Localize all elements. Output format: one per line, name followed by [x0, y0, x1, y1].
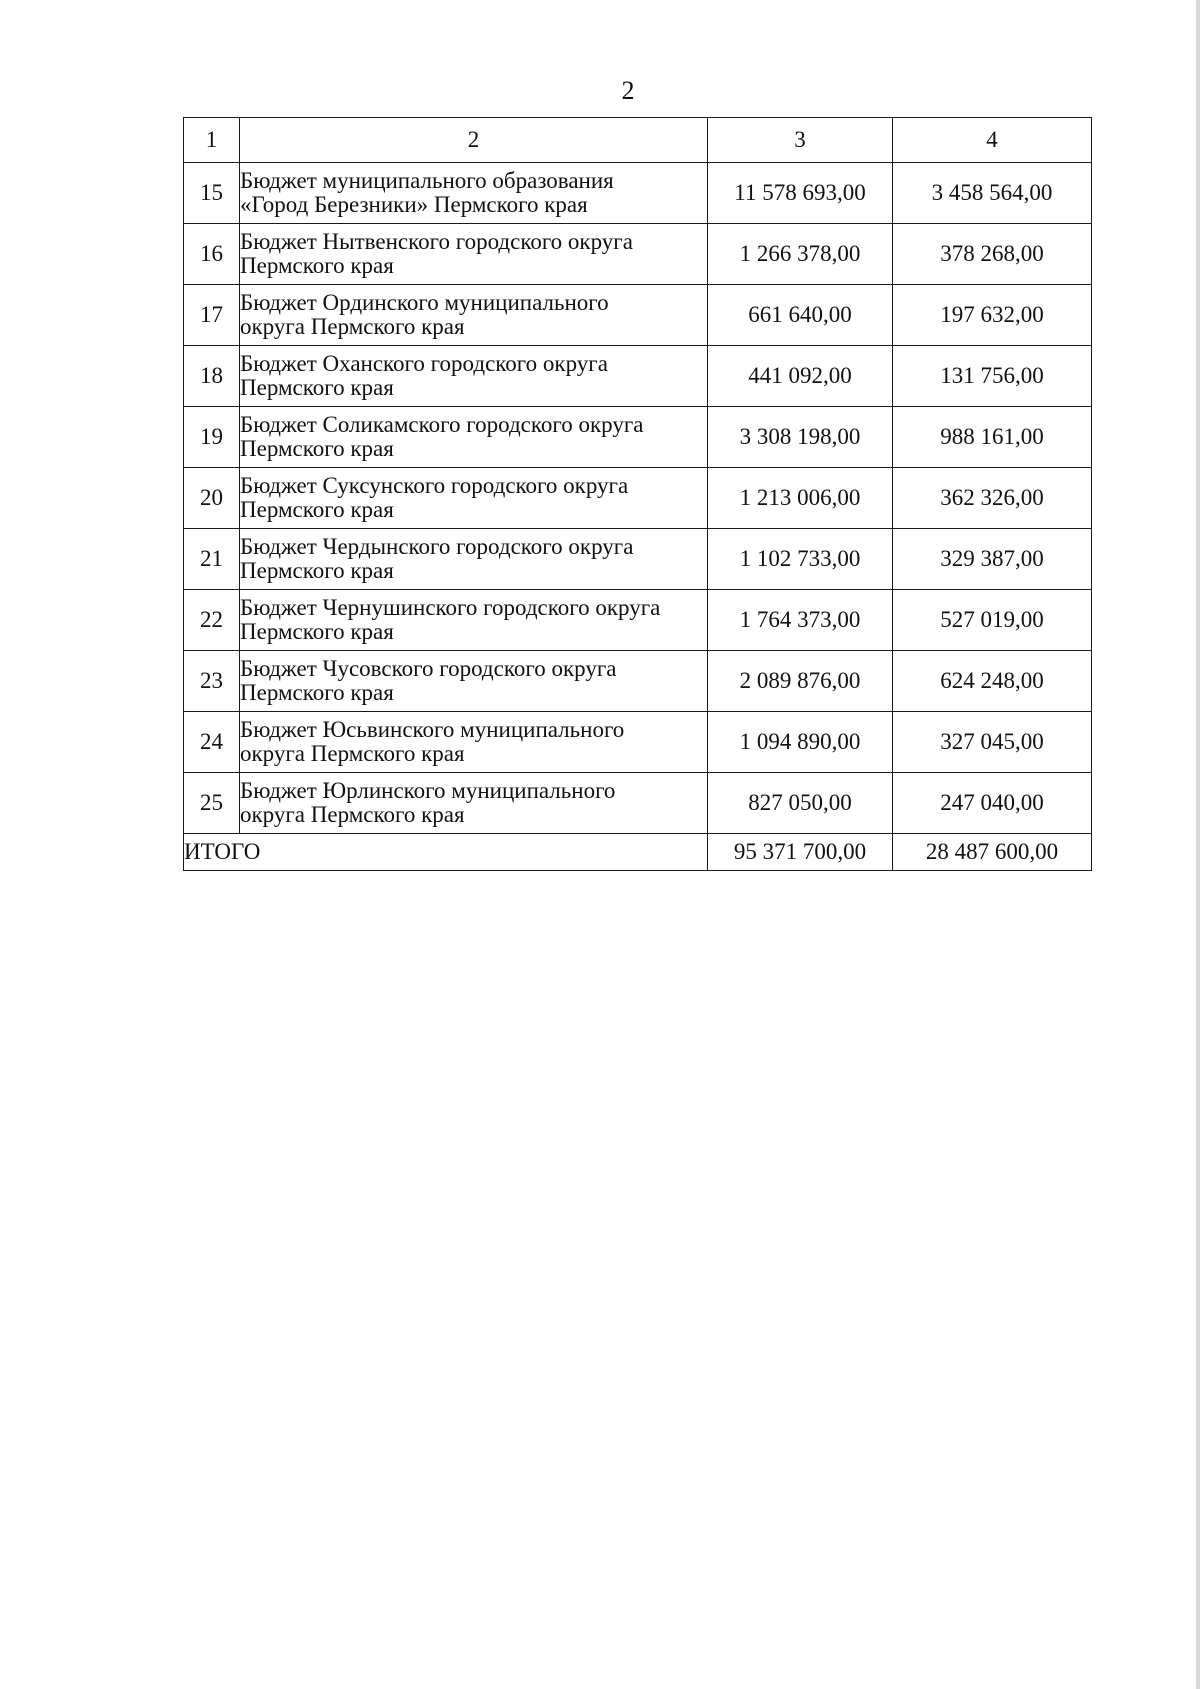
total-col3: 95 371 700,00: [708, 834, 893, 871]
table-row: [184, 346, 1092, 407]
table-header-row: [184, 118, 1092, 163]
row-number: 19: [184, 407, 240, 468]
row-number: 16: [184, 224, 240, 285]
table-row: [184, 651, 1092, 712]
header-cell-2: 2: [240, 118, 708, 163]
table-row: [184, 407, 1092, 468]
amount-col4: 131 756,00: [893, 346, 1092, 407]
budget-name: [240, 529, 708, 590]
amount-col4: 329 387,00: [893, 529, 1092, 590]
table-body: [184, 118, 1092, 871]
amount-col4: 624 248,00: [893, 651, 1092, 712]
budget-name-line: Бюджет Юсьвинского муниципального: [240, 717, 625, 742]
total-row: [184, 834, 1092, 871]
amount-col4: 362 326,00: [893, 468, 1092, 529]
table-row: [184, 468, 1092, 529]
budget-name-line: Бюджет Суксунского городского округа: [240, 473, 629, 498]
amount-col3: 11 578 693,00: [708, 163, 893, 224]
row-number: 22: [184, 590, 240, 651]
budget-name-line: Бюджет Чердынского городского округа: [240, 534, 634, 559]
amount-col3: 3 308 198,00: [708, 407, 893, 468]
budget-name-line: Бюджет Оханского городского округа: [240, 351, 608, 376]
amount-col4: 247 040,00: [893, 773, 1092, 834]
budget-name: [240, 346, 708, 407]
budget-name: [240, 590, 708, 651]
budget-name: [240, 468, 708, 529]
budget-name-line: Бюджет муниципального образования: [240, 168, 614, 193]
amount-col3: 2 089 876,00: [708, 651, 893, 712]
budget-name-line: Бюджет Чернушинского городского округа: [240, 595, 661, 620]
amount-col4: 327 045,00: [893, 712, 1092, 773]
row-number: 15: [184, 163, 240, 224]
row-number: 25: [184, 773, 240, 834]
budget-name-line: Пермского края: [240, 680, 394, 705]
budget-name-line: округа Пермского края: [240, 314, 465, 339]
row-number: 17: [184, 285, 240, 346]
amount-col3: 441 092,00: [708, 346, 893, 407]
amount-col4: 3 458 564,00: [893, 163, 1092, 224]
budget-name: [240, 773, 708, 834]
header-cell-1: 1: [184, 118, 240, 163]
budget-name: [240, 712, 708, 773]
page-number: 2: [621, 76, 635, 105]
row-number: 21: [184, 529, 240, 590]
total-col4: 28 487 600,00: [893, 834, 1092, 871]
budget-name-line: Пермского края: [240, 619, 394, 644]
budget-name: [240, 651, 708, 712]
budget-name: [240, 407, 708, 468]
budget-name-line: Бюджет Ординского муниципального: [240, 290, 609, 315]
budget-name: [240, 224, 708, 285]
amount-col3: 1 102 733,00: [708, 529, 893, 590]
table-row: [184, 224, 1092, 285]
budget-name-line: Пермского края: [240, 436, 394, 461]
amount-col3: 1 764 373,00: [708, 590, 893, 651]
budget-allocation-table: [183, 117, 1092, 871]
table-row: [184, 773, 1092, 834]
amount-col3: 827 050,00: [708, 773, 893, 834]
row-number: 20: [184, 468, 240, 529]
row-number: 24: [184, 712, 240, 773]
table-row: [184, 712, 1092, 773]
budget-name-line: Пермского края: [240, 558, 394, 583]
budget-name-line: Бюджет Чусовского городского округа: [240, 656, 617, 681]
table-row: [184, 529, 1092, 590]
amount-col4: 378 268,00: [893, 224, 1092, 285]
budget-name-line: округа Пермского края: [240, 741, 465, 766]
table-row: [184, 590, 1092, 651]
row-number: 18: [184, 346, 240, 407]
budget-name: [240, 285, 708, 346]
budget-name: [240, 163, 708, 224]
total-label: ИТОГО: [184, 834, 708, 871]
budget-name-line: Бюджет Нытвенского городского округа: [240, 229, 633, 254]
amount-col3: 661 640,00: [708, 285, 893, 346]
table-row: [184, 285, 1092, 346]
amount-col3: 1 213 006,00: [708, 468, 893, 529]
amount-col4: 197 632,00: [893, 285, 1092, 346]
budget-name-line: Пермского края: [240, 497, 394, 522]
scan-edge: [1196, 0, 1200, 1689]
row-number: 23: [184, 651, 240, 712]
budget-name-line: Пермского края: [240, 253, 394, 278]
budget-name-line: Бюджет Юрлинского муниципального: [240, 778, 616, 803]
budget-name-line: «Город Березники» Пермского края: [240, 192, 588, 217]
budget-name-line: Пермского края: [240, 375, 394, 400]
amount-col3: 1 266 378,00: [708, 224, 893, 285]
amount-col4: 527 019,00: [893, 590, 1092, 651]
amount-col3: 1 094 890,00: [708, 712, 893, 773]
budget-name-line: округа Пермского края: [240, 802, 465, 827]
header-cell-4: 4: [893, 118, 1092, 163]
table-row: [184, 163, 1092, 224]
header-cell-3: 3: [708, 118, 893, 163]
amount-col4: 988 161,00: [893, 407, 1092, 468]
budget-name-line: Бюджет Соликамского городского округа: [240, 412, 644, 437]
